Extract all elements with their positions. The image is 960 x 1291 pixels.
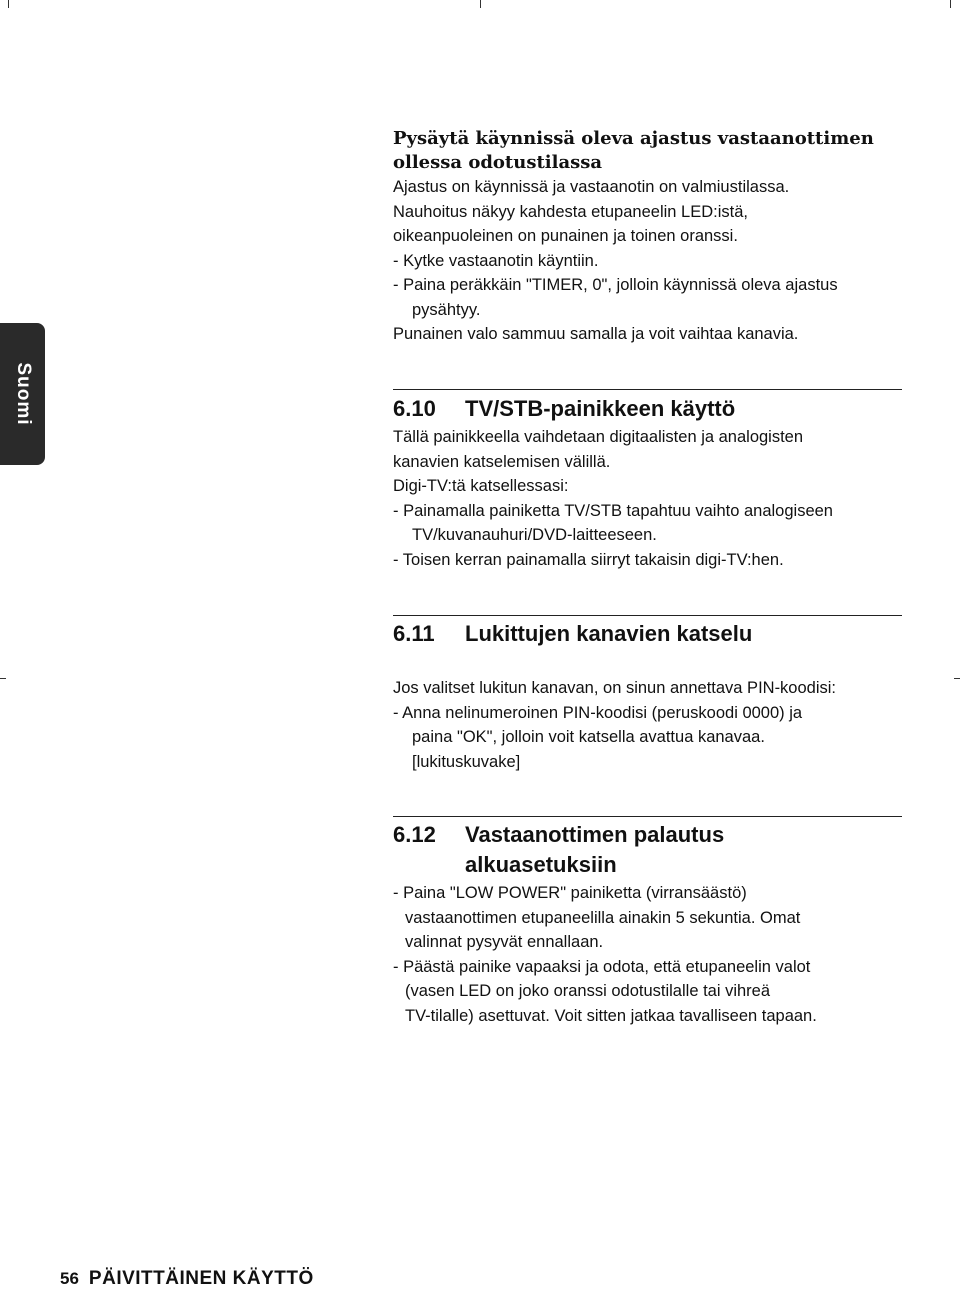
crop-mark — [954, 678, 960, 679]
section-text-line: - Painamalla painiketta TV/STB tapahtuu vaihto analogiseen — [393, 501, 833, 520]
intro-title-line: Pysäytä käynnissä oleva ajastus vastaanottimen — [393, 128, 874, 149]
section-text-line: TV/kuvanauhuri/DVD-laitteeseen. — [412, 526, 657, 544]
section-text-line: - Paina "LOW POWER" painiketta (virransäästö) — [393, 884, 747, 902]
section-divider — [393, 389, 902, 390]
section-text-line: valinnat pysyvät ennallaan. — [405, 933, 604, 951]
section-title: Lukittujen kanavien katselu — [465, 621, 753, 646]
intro-text-line: pysähtyy. — [412, 300, 481, 319]
intro-text-line: - Kytke vastaanotin käyntiin. — [393, 251, 599, 270]
section-text-line: - Anna nelinumeroinen PIN-koodisi (peruskoodi 0000) ja — [393, 703, 803, 722]
section-heading — [393, 820, 724, 880]
section-text-line: kanavien katselemisen välillä. — [393, 452, 611, 471]
section-text-line: TV-tilalle) asettuvat. Voit sitten jatkaa tavalliseen tapaan. — [405, 1006, 817, 1025]
intro-text-line: Nauhoitus näkyy kahdesta etupaneelin LED:istä, — [393, 202, 748, 221]
crop-mark — [950, 0, 951, 8]
section-body — [393, 676, 923, 774]
section-title: Vastaanottimen palautus — [465, 822, 725, 847]
section-divider — [393, 615, 902, 616]
section-text-line: Tällä painikkeella vaihdetaan digitaalisten ja analogisten — [393, 428, 804, 446]
intro-title-line: ollessa odotustilassa — [393, 152, 603, 173]
crop-mark — [8, 0, 9, 8]
footer-title: PÄIVITTÄINEN KÄYTTÖ — [88, 1268, 314, 1289]
section-number: 6.10 — [393, 396, 436, 421]
intro-text-line: Ajastus on käynnissä ja vastaanotin on valmiustilassa. — [393, 178, 790, 196]
section-title: TV/STB-painikkeen käyttö — [465, 396, 736, 421]
section-text-line: vastaanottimen etupaneelilla ainakin 5 sekuntia. Omat — [405, 908, 801, 927]
section-number: 6.12 — [393, 822, 436, 847]
section-title: alkuasetuksiin — [465, 852, 617, 877]
section-body — [393, 425, 923, 572]
intro-text-line: Punainen valo sammuu samalla ja voit vaihtaa kanavia. — [393, 325, 799, 343]
language-tab — [0, 323, 45, 465]
page-footer — [60, 1268, 314, 1290]
crop-mark — [0, 678, 6, 679]
section-divider — [393, 816, 902, 817]
section-text-line: [lukituskuvake] — [412, 752, 521, 771]
language-tab-label: Suomi — [12, 362, 34, 426]
section-text-line: Jos valitset lukitun kanavan, on sinun annettava PIN-koodisi: — [393, 679, 837, 697]
crop-mark — [480, 0, 481, 8]
section-text-line: (vasen LED on joko oranssi odotustilalle tai vihreä — [405, 982, 771, 1000]
section-body — [393, 881, 923, 1028]
section-text-line: - Toisen kerran painamalla siirryt takaisin digi-TV:hen. — [393, 550, 784, 569]
section-text-line: paina "OK", jolloin voit katsella avattua kanavaa. — [412, 728, 765, 746]
section-heading — [393, 394, 735, 424]
intro-text-line: oikeanpuoleinen on punainen ja toinen oranssi. — [393, 227, 738, 245]
page-number: 56 — [60, 1269, 79, 1288]
intro-text-line: - Paina peräkkäin "TIMER, 0", jolloin käynnissä oleva ajastus — [393, 276, 838, 294]
section-heading — [393, 619, 752, 649]
intro-block — [393, 127, 923, 347]
section-text-line: Digi-TV:tä katsellessasi: — [393, 477, 569, 495]
section-text-line: - Päästä painike vapaaksi ja odota, että etupaneelin valot — [393, 957, 811, 976]
section-number: 6.11 — [393, 621, 435, 646]
